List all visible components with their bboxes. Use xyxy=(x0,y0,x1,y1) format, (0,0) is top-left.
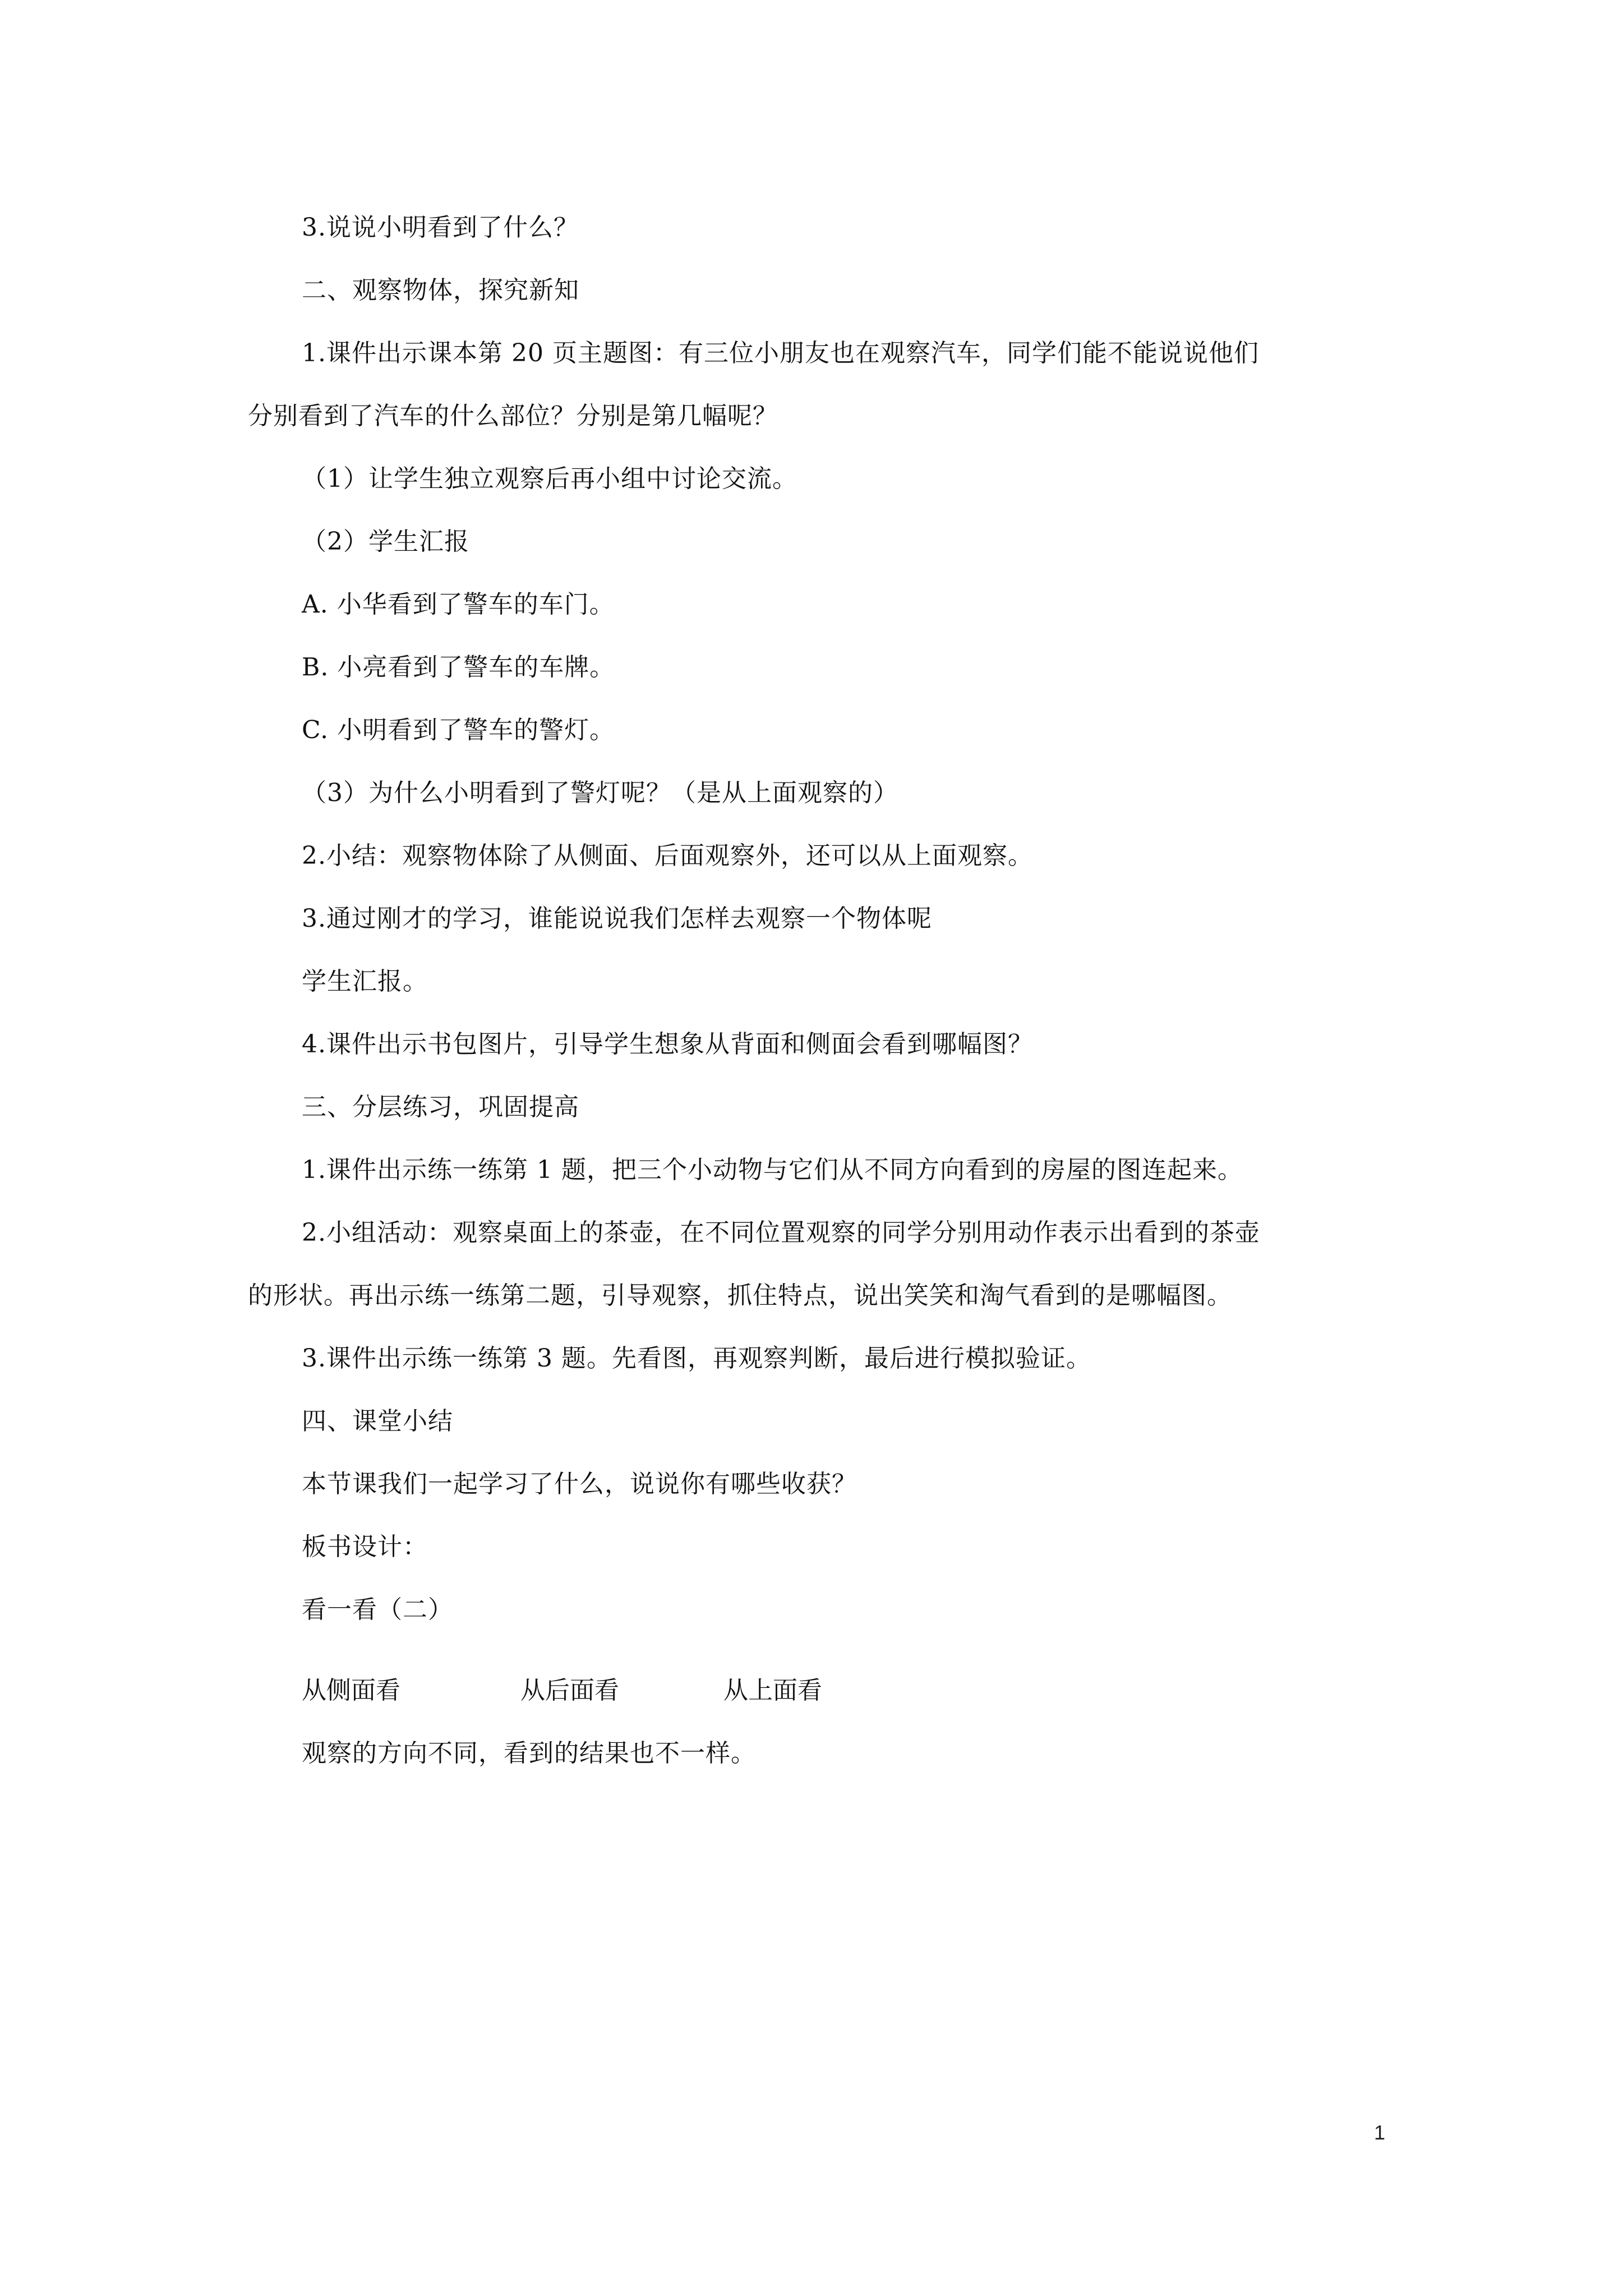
text-line-group-activity-continued: 的形状。再出示练一练第二题，引导观察，抓住特点，说出笑笑和淘气看到的是哪幅图。 xyxy=(248,1281,1232,1310)
text-line-independent-observation: （1）让学生独立观察后再小组中讨论交流。 xyxy=(302,464,797,493)
text-line-why-warning-light: （3）为什么小明看到了警灯呢？（是从上面观察的） xyxy=(302,779,898,807)
text-line-board-design-label: 板书设计： xyxy=(302,1533,428,1561)
board-design-row xyxy=(302,1675,975,1709)
text-line-student-report: （2）学生汇报 xyxy=(302,527,469,556)
board-item-from-top: 从上面看 xyxy=(723,1676,822,1705)
list-item-b: B. 小亮看到了警车的车牌。 xyxy=(302,653,615,682)
page-number: 1 xyxy=(1374,2121,1386,2144)
text-line-what-learned: 本节课我们一起学习了什么，说说你有哪些收获？ xyxy=(302,1470,857,1498)
text-line-practice-one: 1.课件出示练一练第 1 题，把三个小动物与它们从不同方向看到的房屋的图连起来。 xyxy=(302,1156,1243,1184)
text-line-courseware-theme-image-continued: 分别看到了汽车的什么部位？分别是第几幅呢？ xyxy=(248,402,778,430)
board-item-from-back: 从后面看 xyxy=(520,1676,619,1705)
text-line-what-xiaoming-saw: 3.说说小明看到了什么？ xyxy=(302,213,579,242)
section-heading-layered-practice: 三、分层练习，巩固提高 xyxy=(302,1093,579,1121)
text-line-schoolbag-image: 4.课件出示书包图片，引导学生想象从背面和侧面会看到哪幅图？ xyxy=(302,1030,1033,1059)
text-line-group-activity: 2.小组活动：观察桌面上的茶壶，在不同位置观察的同学分别用动作表示出看到的茶壶 xyxy=(302,1218,1260,1247)
section-heading-observe-objects: 二、观察物体，探究新知 xyxy=(302,276,579,305)
list-item-a: A. 小华看到了警车的车门。 xyxy=(302,590,615,619)
text-line-summary: 2.小结：观察物体除了从侧面、后面观察外，还可以从上面观察。 xyxy=(302,841,1033,870)
text-line-practice-three: 3.课件出示练一练第 3 题。先看图，再观察判断，最后进行模拟验证。 xyxy=(302,1344,1091,1373)
text-line-conclusion: 观察的方向不同，看到的结果也不一样。 xyxy=(302,1739,756,1768)
text-line-board-title: 看一看（二） xyxy=(302,1595,453,1624)
section-heading-class-summary: 四、课堂小结 xyxy=(302,1407,453,1435)
board-item-from-side: 从侧面看 xyxy=(302,1676,400,1705)
text-line-how-to-observe: 3.通过刚才的学习，谁能说说我们怎样去观察一个物体呢 xyxy=(302,904,932,933)
list-item-c: C. 小明看到了警车的警灯。 xyxy=(302,716,615,744)
text-line-courseware-theme-image: 1.课件出示课本第 20 页主题图：有三位小朋友也在观察汽车，同学们能不能说说他们 xyxy=(302,339,1259,367)
text-line-student-report-short: 学生汇报。 xyxy=(302,967,428,996)
